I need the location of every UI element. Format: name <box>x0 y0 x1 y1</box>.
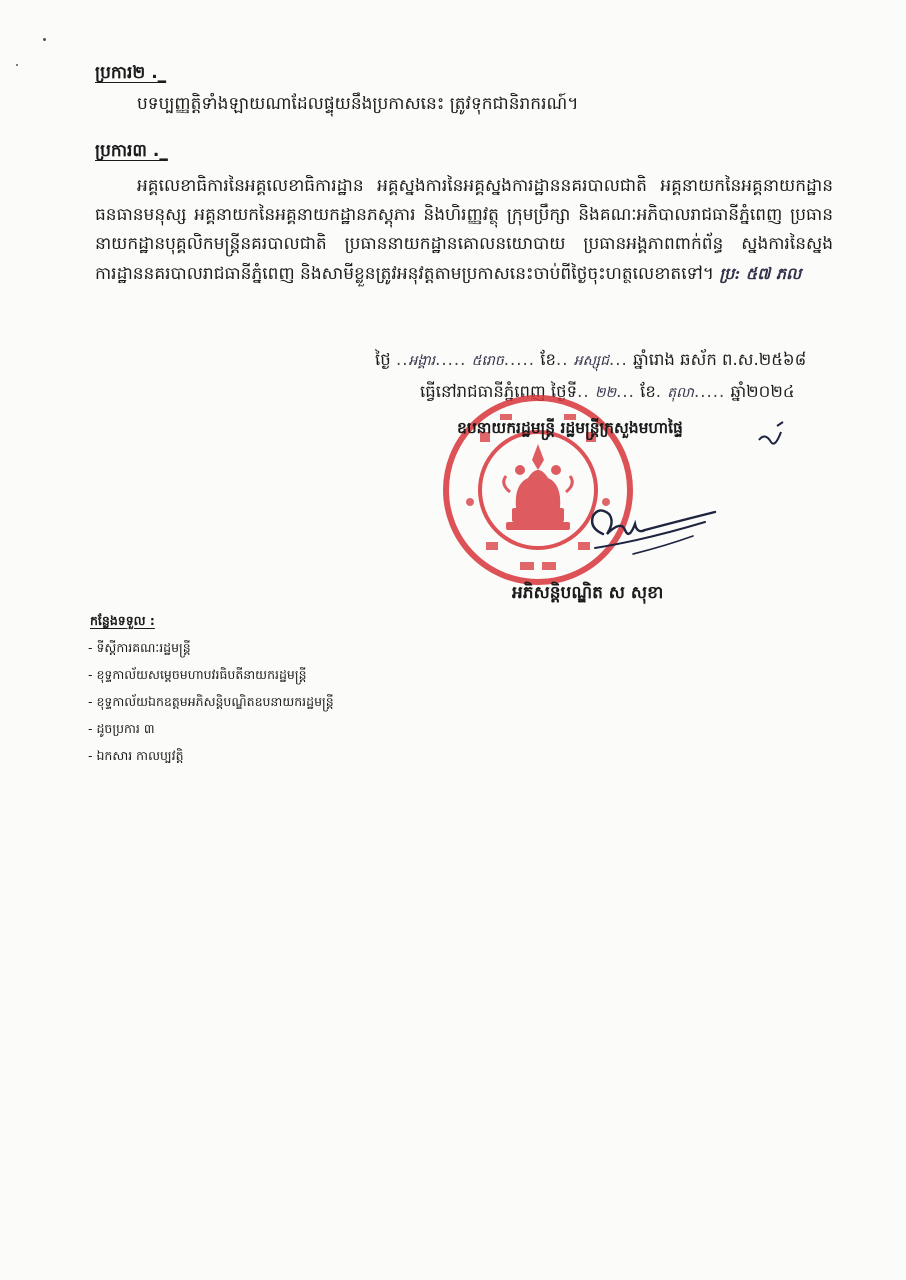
handwritten-signature <box>575 500 725 570</box>
recipients-title: កន្លែងទទួល : <box>90 613 155 628</box>
signatory-name: អភិសន្តិបណ្ឌិត ស សុខា <box>512 583 664 603</box>
lunar-month-value: អស្សុជ <box>573 353 609 369</box>
solar-date-prefix: ធ្វើនៅរាជធានីភ្នំពេញ ថ្ងៃទី <box>420 382 578 401</box>
article-3-body: អគ្គលេខាធិការនៃអគ្គលេខាធិការដ្ឋាន អគ្គស្នងការនៃអគ្គស្នងការដ្ឋាននគរបាលជាតិ អគ្គនាយកនៃអគ្គនាយកដ្ឋានធនធានមនុស្ស អគ្គនាយកនៃអគ្គនាយកដ្ឋានភស្តុភារ និងហិរញ្ញវត្ថុ ក្រុមប្រឹក្សា និងគណៈអភិបាលរាជធានីភ្នំពេញ ប្រធាននាយកដ្ឋានបុគ្គលិកមន្រ្តីនគរបាលជាតិ ប្រធាននាយកដ្ឋានគោលនយោបាយ ប្រធានអង្គភាពពាក់ព័ន្ធ ស្នងការនៃស្នងការដ្ឋាននគរបាលរាជធានីភ្នំពេញ និងសាមីខ្លួនត្រូវអនុវត្តតាមប្រកាសនេះចាប់ពីថ្ងៃចុះហត្ថលេខាតទៅ។ <box>95 176 833 284</box>
solar-year-text: ឆ្នាំ២០២៤ <box>730 382 795 401</box>
seal-emblem <box>504 444 573 530</box>
initial-mark <box>755 418 789 452</box>
article-3-text <box>95 172 833 289</box>
solar-date-line: ធ្វើនៅរាជធានីភ្នំពេញ ថ្ងៃទី.. ២២... ខែ. តុលា..... ឆ្នាំ២០២៤ <box>420 382 795 401</box>
article-2-body: បទប្បញ្ញត្តិទាំងឡាយណាដែលផ្ទុយនឹងប្រកាសនេះ ត្រូវទុកជានិរាករណ៍។ <box>137 94 579 114</box>
article-2-text <box>95 90 833 119</box>
lunar-day-label: ថ្ងៃ <box>375 350 391 369</box>
solar-month-label: ខែ <box>640 382 656 401</box>
article-2-heading: ប្រការ២ ._ <box>95 63 167 83</box>
recipients-list <box>88 638 334 773</box>
lunar-year-text: ឆ្នាំរោង ឆស័ក ព.ស.២៥៦៨ <box>633 350 807 369</box>
recipient-item: - ខុទ្ទកាល័យឯកឧត្តមអភិសន្តិបណ្ឌិតឧបនាយករដ្ឋមន្ត្រី <box>88 694 334 709</box>
solar-month-value: តុលា <box>667 385 694 401</box>
signatory-title: ឧបនាយករដ្ឋមន្ត្រី រដ្ឋមន្ត្រីក្រសួងមហាផ្ទៃ <box>457 419 683 437</box>
article-3-heading: ប្រការ៣ ._ <box>95 141 168 161</box>
lunar-weekday-value: អង្គារ <box>408 353 436 369</box>
recipient-item: - ទីស្តីការគណៈរដ្ឋមន្ត្រី <box>88 640 191 655</box>
lunar-date-line: ថ្ងៃ ..អង្គារ..... ៥រោច..... ខែ.. អស្សុជ... ឆ្នាំរោង ឆស័ក ព.ស.២៥៦៨ <box>375 350 807 369</box>
recipient-item: - ខុទ្ទកាល័យសម្តេចមហាបវរធិបតីនាយករដ្ឋមន្ត្រី <box>88 667 307 682</box>
lunar-month-label: ខែ <box>540 350 556 369</box>
recipient-item: - ឯកសារ កាលប្បវត្តិ <box>88 748 184 763</box>
scan-speck <box>16 64 18 66</box>
scan-speck <box>43 38 46 41</box>
lunar-day-value: ៥រោច <box>471 353 504 369</box>
handwritten-reference: ប្រ: ៥៧ ភល <box>719 264 802 283</box>
recipient-item: - ដូចប្រការ ៣ <box>88 721 155 736</box>
solar-day-value: ២២ <box>594 385 617 401</box>
